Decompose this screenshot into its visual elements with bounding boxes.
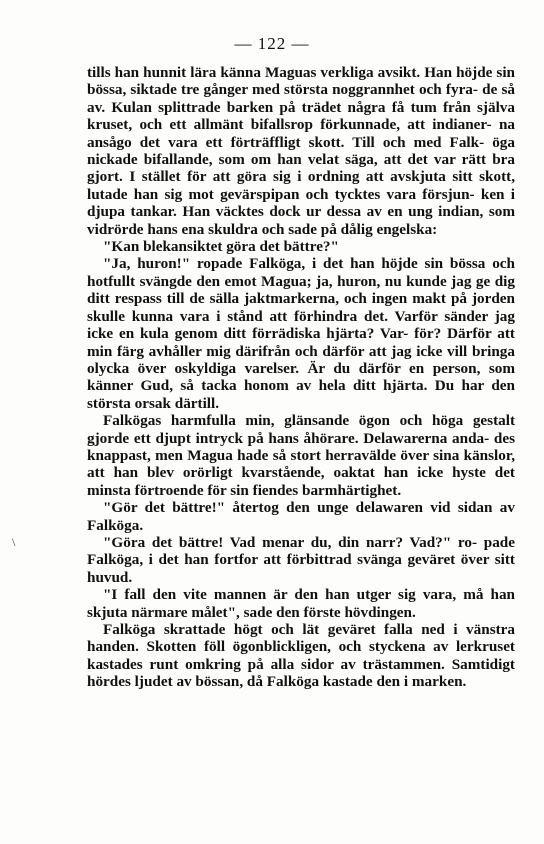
paragraph: Falköga skrattade högt och lät geväret falla ned i vänstra handen. Skotten föll ögonblickligen, och styckena av lerkruset kastades runt omkring på alla sidor av trästammen. Samtidigt hördes ljudet av bössan, då Falköga kastade den i marken. [87, 621, 515, 691]
paragraph: "Ja, huron!" ropade Falköga, i det han höjde sin bössa och hotfullt svängde den emot Magua; ja, huron, nu kunde jag ge dig ditt respass till de sälla jaktmarkerna, och ingen makt på jorden skulle kunna vara i stånd att förhindra det. Varför sänder jag icke en kula genom ditt förrädiska hjärta? Var- för? Därför att min färg avhåller mig därifrån och därför att jag icke vill bringa olycka över oskyldiga varelser. Är du därför en person, som känner Gud, så tacka honom av hela ditt hjärta. Du har den största orsak därtill. [87, 255, 515, 412]
paragraph: "Göra det bättre! Vad menar du, din narr? Vad?" ro- pade Falköga, i det han fortfor att förbittrad svänga geväret över sitt huvud. [87, 533, 515, 586]
paragraph: "Kan blekansiktet göra det bättre?" [103, 238, 339, 256]
page-number: — 122 — [234, 34, 310, 53]
paragraph: Falkögas harmfulla min, glänsande ögon och höga gestalt gjorde ett djupt intryck på hans åhörare. Delawarerna anda- des knappast, men Magua hade så stort herravälde över sina känslor, att han blev orörligt kvarstående, oaktat han icke hyste det minsta förtroende för sin fiendes barmhärtighet. [87, 412, 515, 499]
body-text [87, 64, 515, 691]
margin-mark: \ [12, 535, 16, 549]
paragraph: tills han hunnit lära känna Maguas verkliga avsikt. Han höjde sin bössa, siktade tre gånger med största noggrannhet och fyra- de så av. Kulan splittrade barken på trädet några få tum från själva kruset, och ett allmänt bifallsrop förkunnade, att indianer- na ansågo det vara ett förträffligt skott. Till och med Falk- öga nickade bifallande, som om han velat säga, att det var rätt bra gjort. I stället för att göra sig i ordning att avskjuta sitt skott, lutade han sig mot gevärspipan och tycktes vara försjun- ken i djupa tankar. Han väcktes dock ur dessa av en ung indian, som vidrörde hans ena skuldra och sade på dålig engelska: [87, 64, 515, 238]
paragraph: "Gör det bättre!" återtog den unge delawaren vid sidan av Falköga. [87, 499, 515, 534]
paragraph: "I fall den vite mannen är den han utger sig vara, må han skjuta närmare målet", sade den förste hövdingen. [87, 586, 515, 621]
